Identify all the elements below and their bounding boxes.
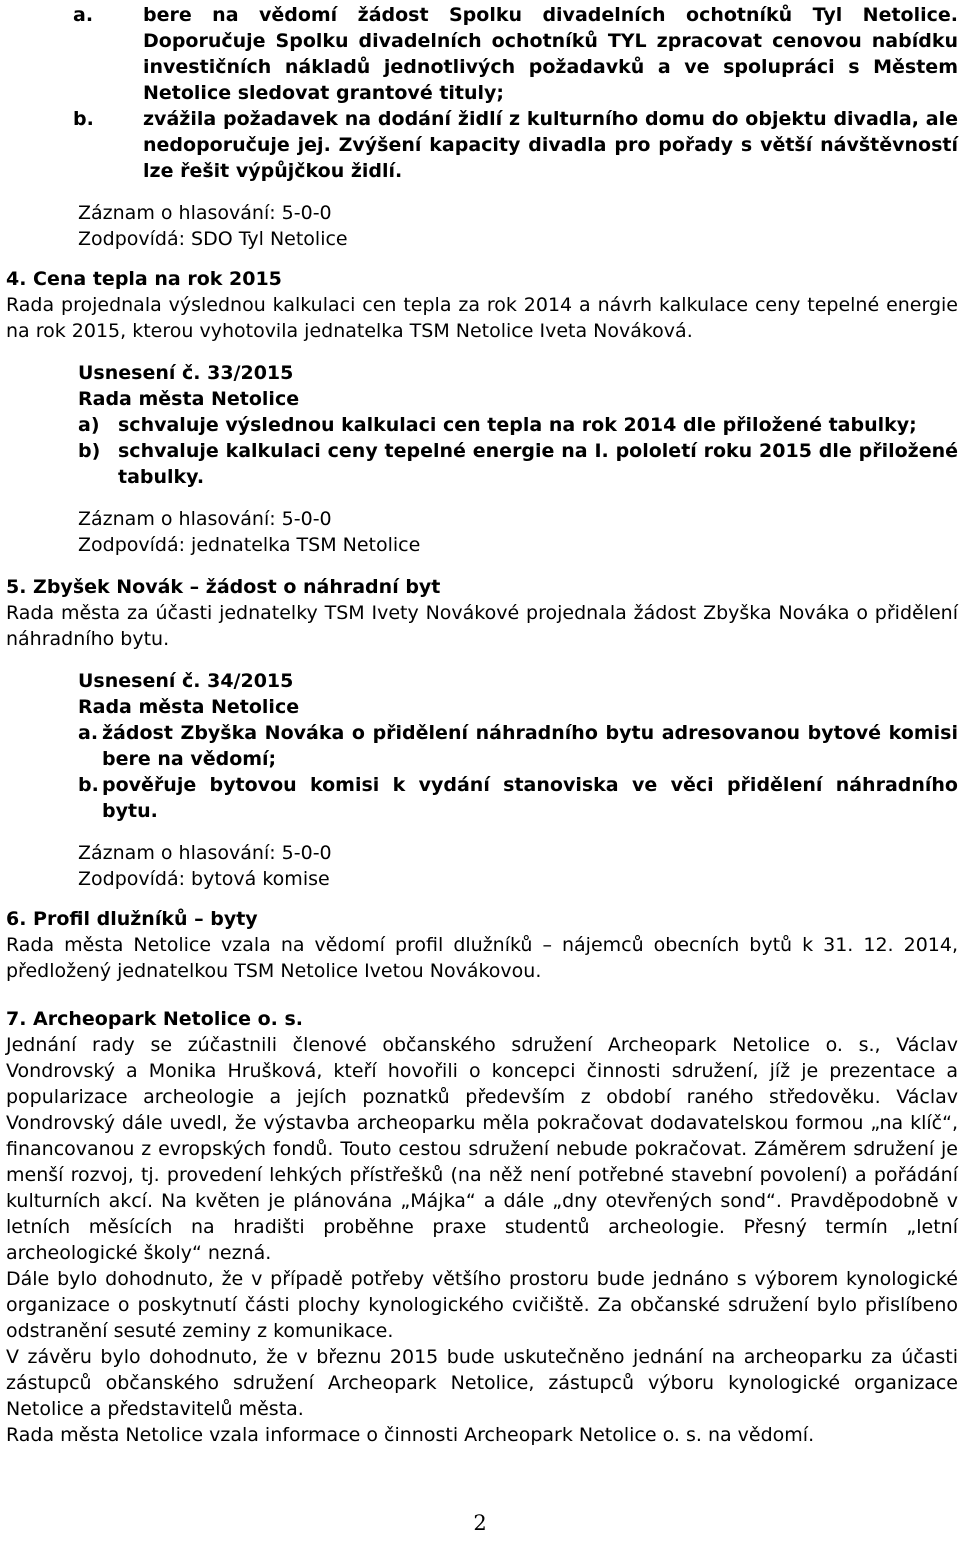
vote-record: Záznam o hlasování: 5-0-0 [78, 202, 332, 224]
item-marker: b. [78, 774, 99, 796]
resolution-item [78, 438, 958, 490]
resolution-item [78, 720, 958, 772]
resolution-number: Usnesení č. 33/2015 [78, 362, 294, 384]
section-text-5: Rada města za účasti jednatelky TSM Ivety Novákové projednala žádost Zbyška Nováka o přidělení náhradního bytu. [6, 602, 958, 650]
section-paragraph: Dále bylo dohodnuto, že v případě potřeby většího prostoru bude jednáno s výborem kynologické organizace o poskytnutí části plochy kynologického cvičiště. Za občanské sdružení bylo přislíbeno odstranění sesuté zeminy z komunikace. [6, 1268, 958, 1342]
resolution-number: Usnesení č. 34/2015 [78, 670, 294, 692]
section-title-4: 4. Cena tepla na rok 2015 [6, 268, 282, 290]
item-marker: b) [78, 440, 101, 462]
responsible-party: Zodpovídá: bytová komise [78, 868, 330, 890]
section-paragraph: Rada města Netolice vzala informace o činnosti Archeopark Netolice o. s. na vědomí. [6, 1424, 815, 1446]
item-marker: a) [78, 414, 100, 436]
item-text: schvaluje výslednou kalkulaci cen tepla na rok 2014 dle přiložené tabulky; [118, 414, 917, 436]
vote-record: Záznam o hlasování: 5-0-0 [78, 508, 332, 530]
page-number: 2 [473, 1511, 487, 1535]
section-title-5: 5. Zbyšek Novák – žádost o náhradní byt [6, 576, 441, 598]
section-text-4: Rada projednala výslednou kalkulaci cen tepla za rok 2014 a návrh kalkulace ceny tepelné energie na rok 2015, kterou vyhotovila jednatelka TSM Netolice Iveta Nováková. [6, 294, 958, 342]
section-paragraph: V závěru bylo dohodnuto, že v březnu 2015 bude uskutečněno jednání na archeoparku za účasti zástupců občanského sdružení Archeopark Netolice, zástupců výboru kynologické organizace Netolice a představitelů města. [6, 1346, 958, 1420]
document-page [6, 2, 958, 1448]
item-text: žádost Zbyška Nováka o přidělení náhradního bytu adresovanou bytové komisi bere na vědomí; [102, 722, 958, 770]
vote-record: Záznam o hlasování: 5-0-0 [78, 842, 332, 864]
item-text: schvaluje kalkulaci ceny tepelné energie na I. pololetí roku 2015 dle přiložené tabulky. [118, 440, 958, 488]
council-name: Rada města Netolice [78, 388, 300, 410]
resolution-item-b [73, 106, 958, 184]
item-marker: b. [73, 108, 94, 130]
section-title-7: 7. Archeopark Netolice o. s. [6, 1008, 304, 1030]
resolution-item [78, 772, 958, 824]
item-text: pověřuje bytovou komisi k vydání stanoviska ve věci přidělení náhradního bytu. [102, 774, 958, 822]
item-marker: a. [78, 722, 99, 744]
section-text-6: Rada města Netolice vzala na vědomí profil dlužníků – nájemců obecních bytů k 31. 12. 2014, předložený jednatelkou TSM Netolice Ivetou Novákovou. [6, 934, 958, 982]
resolution-item [78, 412, 958, 438]
section-title-6: 6. Profil dlužníků – byty [6, 908, 258, 930]
item-text: bere na vědomí žádost Spolku divadelních ochotníků Tyl Netolice. Doporučuje Spolku divadelních ochotníků TYL zpracovat cenovou nabídku investičních nákladů jednotlivých požadavků a ve spolupráci s Městem Netolice sledovat grantové tituly; [143, 4, 958, 104]
item-text: zvážila požadavek na dodání židlí z kulturního domu do objektu divadla, ale nedoporučuje jej. Zvýšení kapacity divadla pro pořady s větší návštěvností lze řešit výpůjčkou židlí. [143, 108, 958, 182]
responsible-party: Zodpovídá: SDO Tyl Netolice [78, 228, 348, 250]
resolution-item-a [73, 2, 958, 106]
section-paragraph: Jednání rady se zúčastnili členové občanského sdružení Archeopark Netolice o. s., Václav Vondrovský a Monika Hrušková, kteří hovořili o koncepci činnosti sdružení, jíž je prezentace a popularizace archeologie a jejích poznatků především z období raného středověku. Václav Vondrovský dále uvedl, že výstavba archeoparku měla pokračovat dodavatelskou formou „na klíč“, financovanou z evropských fondů. Touto cestou sdružení nebude pokračovat. Záměrem sdružení je menší rozvoj, tj. provedení lehkých přístřešků (na něž není potřebné stavební povolení) a pořádání kulturních akcí. Na květen je plánována „Májka“ a dále „dny otevřených sond“. Pravděpodobně v letních měsících na hradišti proběhne praxe studentů archeologie. Přesný termín „letní archeologické školy“ nezná. [6, 1034, 958, 1264]
council-name: Rada města Netolice [78, 696, 300, 718]
responsible-party: Zodpovídá: jednatelka TSM Netolice [78, 534, 421, 556]
item-marker: a. [73, 4, 94, 26]
